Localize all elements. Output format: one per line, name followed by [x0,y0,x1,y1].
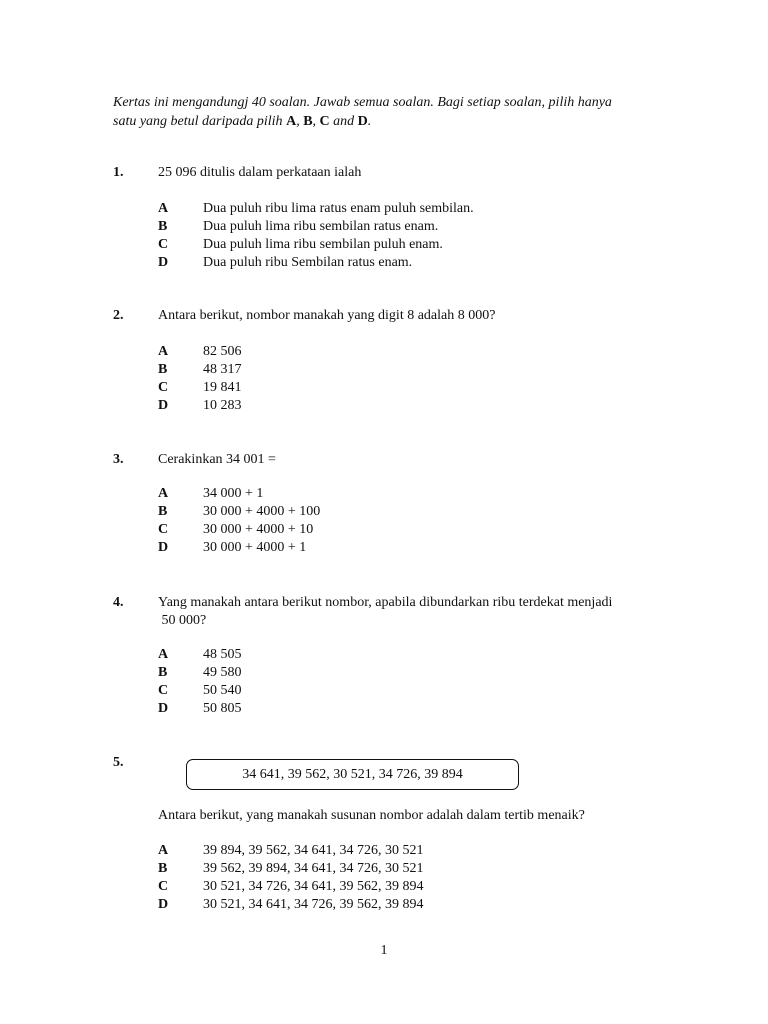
question-5-option-c-letter: C [158,879,169,894]
question-5-option-a: 39 894, 39 562, 34 641, 34 726, 30 521 [203,843,424,858]
question-4-option-c: 50 540 [203,683,242,698]
question-4-option-a-letter: A [158,647,169,662]
question-2-text: Antara berikut, nombor manakah yang digit 8 adalah 8 000? [158,308,496,323]
question-1-text: 25 096 ditulis dalam perkataan ialah [158,165,362,180]
question-5-option-d-letter: D [158,897,169,912]
question-4-option-a: 48 505 [203,647,242,662]
question-1-option-c-letter: C [158,237,169,252]
question-3-option-a: 34 000 + 1 [203,486,264,501]
choice-a-label: A [286,114,297,129]
instructions-line-1: Kertas ini mengandungj 40 soalan. Jawab semua soalan. Bagi setiap soalan, pilih hanya [113,95,612,110]
choice-d-label: D [357,114,368,129]
question-3-option-d-letter: D [158,540,169,555]
question-4-option-d: 50 805 [203,701,242,716]
instructions [113,93,673,131]
question-1-option-b-letter: B [158,219,168,234]
question-5-option-d: 30 521, 34 641, 34 726, 39 562, 39 894 [203,897,424,912]
question-2-option-b-letter: B [158,362,168,377]
question-1-option-c: Dua puluh lima ribu sembilan puluh enam. [203,237,443,252]
separator: , [312,114,320,129]
number-list-box: 34 641, 39 562, 30 521, 34 726, 39 894 [186,759,519,790]
question-2-option-a-letter: A [158,344,169,359]
question-4-number: 4. [113,595,124,610]
question-3-option-a-letter: A [158,486,169,501]
question-5-number: 5. [113,755,124,770]
question-5-text: Antara berikut, yang manakah susunan nombor adalah dalam tertib menaik? [158,808,585,823]
question-1-option-a-letter: A [158,201,169,216]
period: . [367,114,372,129]
question-4-option-c-letter: C [158,683,169,698]
question-2-option-d-letter: D [158,398,169,413]
question-1-option-d: Dua puluh ribu Sembilan ratus enam. [203,255,413,270]
question-3-option-b-letter: B [158,504,168,519]
question-1-number: 1. [113,165,124,180]
question-4-option-d-letter: D [158,701,169,716]
question-3-option-d: 30 000 + 4000 + 1 [203,540,307,555]
question-4-option-b-letter: B [158,665,168,680]
question-1-option-b: Dua puluh lima ribu sembilan ratus enam. [203,219,439,234]
question-2-option-a: 82 506 [203,344,242,359]
question-3-text: Cerakinkan 34 001 = [158,452,276,467]
question-4-option-b: 49 580 [203,665,242,680]
and-word: and [329,114,358,129]
question-4-text-line-1: Yang manakah antara berikut nombor, apabila dibundarkan ribu terdekat menjadi [158,595,613,610]
question-2-option-d: 10 283 [203,398,242,413]
question-5-option-b: 39 562, 39 894, 34 641, 34 726, 30 521 [203,861,424,876]
question-5-option-c: 30 521, 34 726, 34 641, 39 562, 39 894 [203,879,424,894]
question-3-option-c-letter: C [158,522,169,537]
question-5-option-a-letter: A [158,843,169,858]
page-number: 1 [380,943,388,958]
choice-b-label: B [303,114,313,129]
separator: , [296,114,304,129]
question-2-option-c-letter: C [158,380,169,395]
choice-c-label: C [319,114,330,129]
question-3-option-c: 30 000 + 4000 + 10 [203,522,314,537]
question-4-text-line-2: 50 000? [158,613,207,628]
question-3-number: 3. [113,452,124,467]
instructions-line-2: satu yang betul daripada pilih [113,114,287,129]
question-1-option-d-letter: D [158,255,169,270]
question-3-option-b: 30 000 + 4000 + 100 [203,504,321,519]
question-2-option-b: 48 317 [203,362,242,377]
question-1-option-a: Dua puluh ribu lima ratus enam puluh sembilan. [203,201,474,216]
question-2-option-c: 19 841 [203,380,242,395]
question-5-option-b-letter: B [158,861,168,876]
question-2-number: 2. [113,308,124,323]
